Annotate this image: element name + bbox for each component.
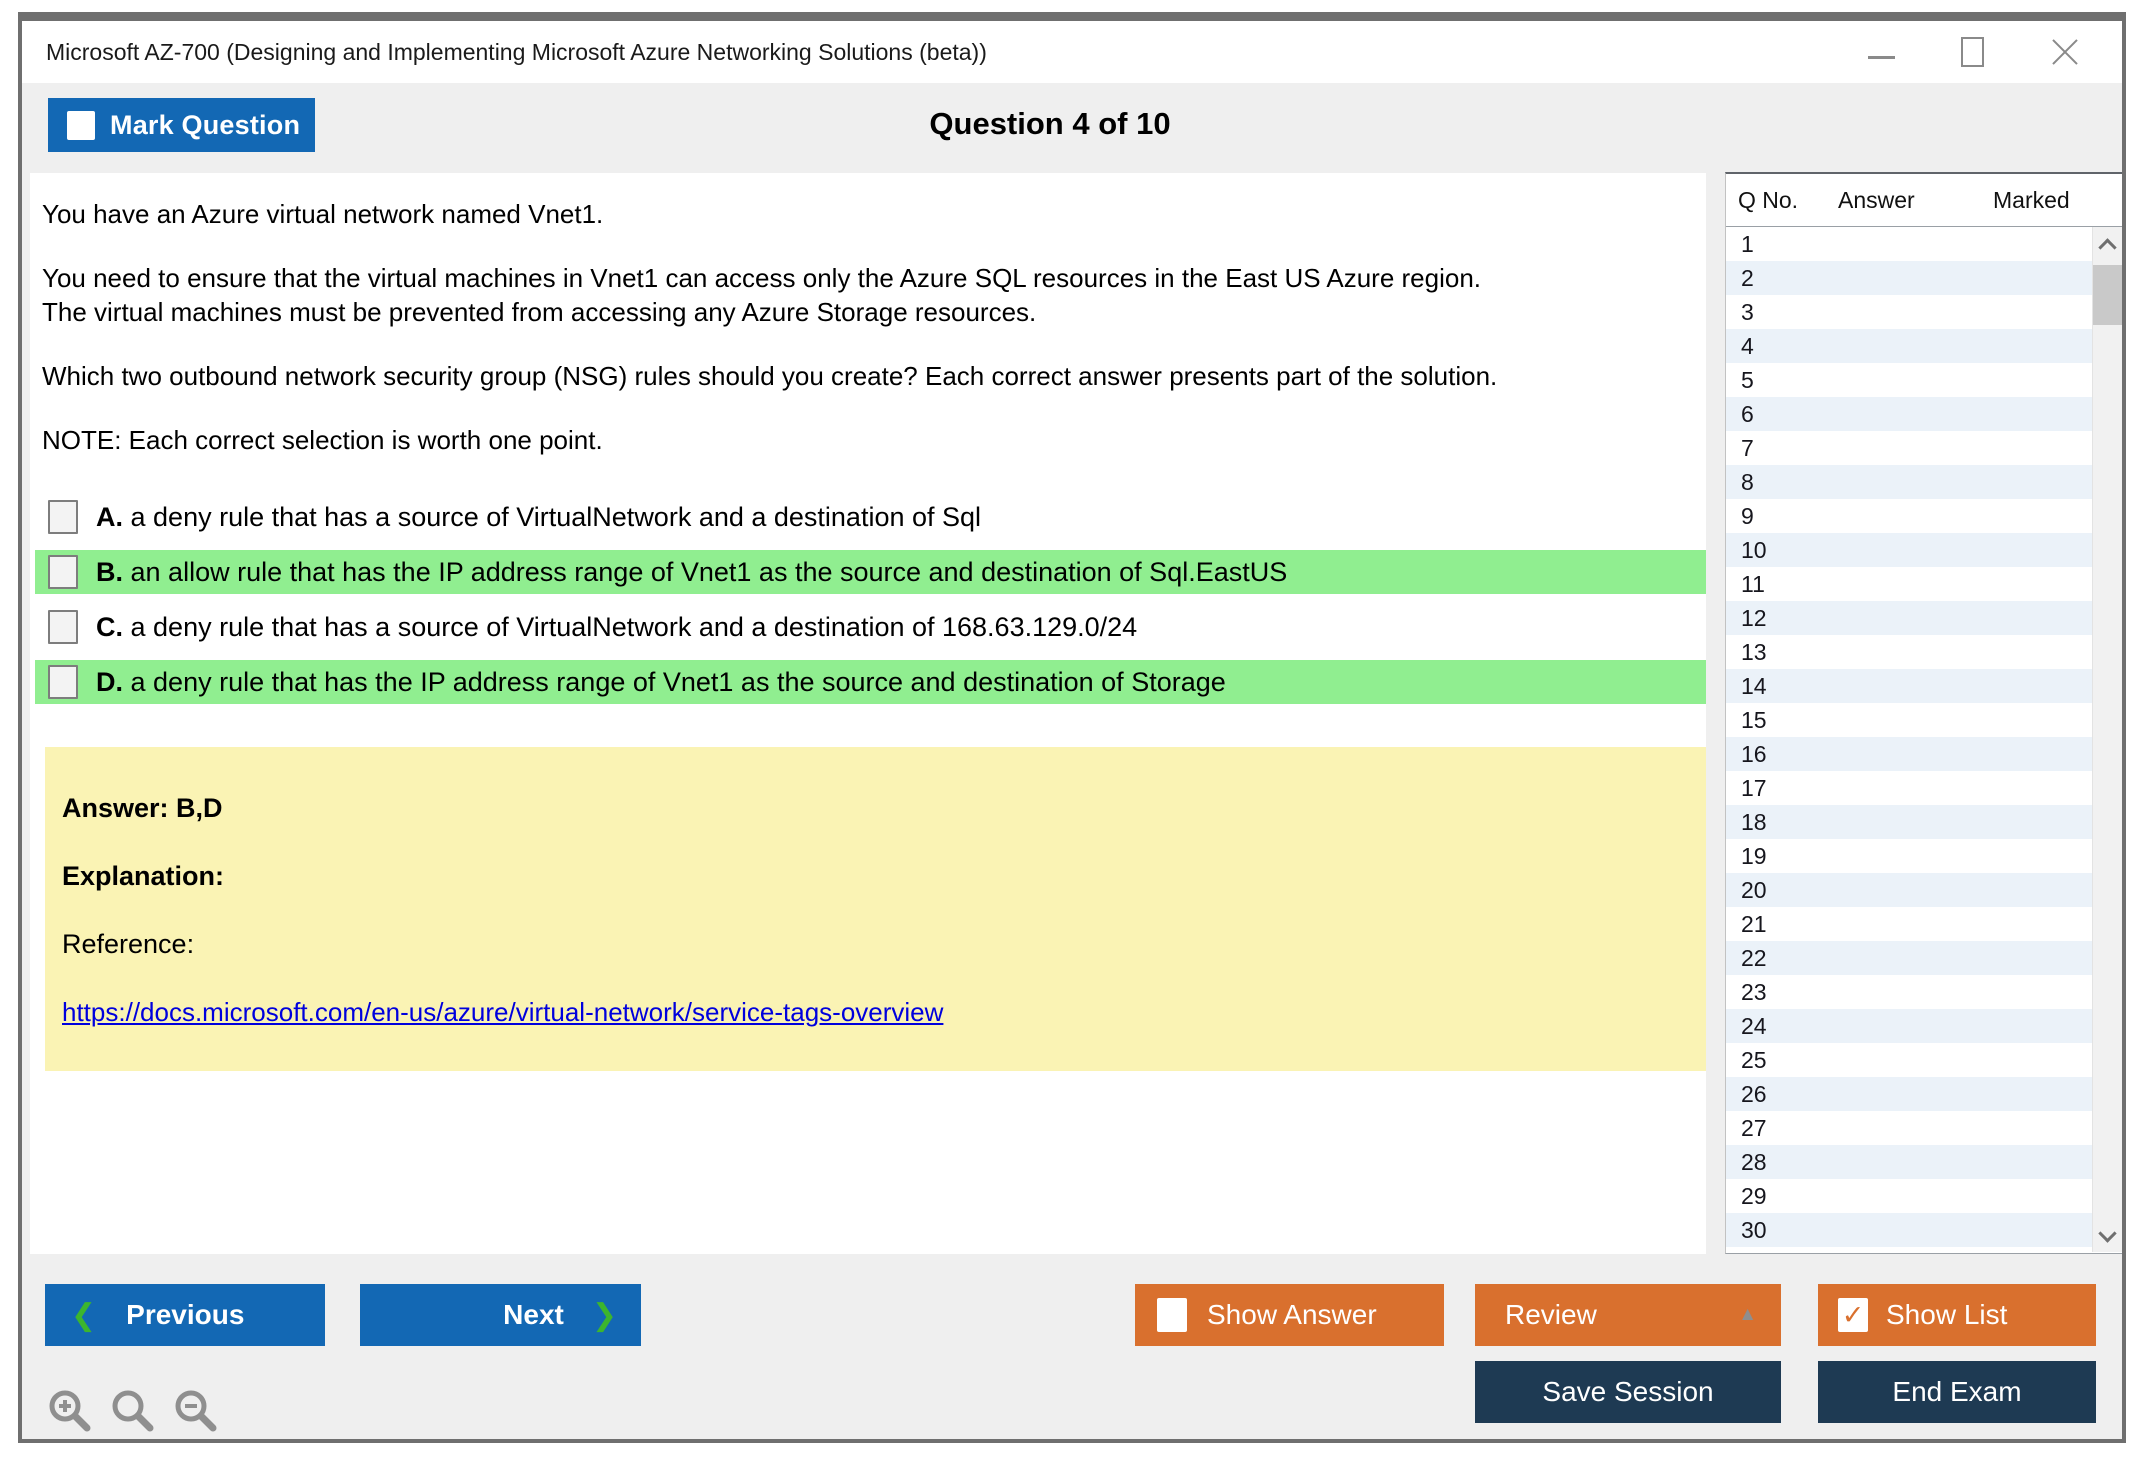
checkmark-icon: ✓ <box>1841 1299 1865 1330</box>
question-number: 4 <box>1741 332 1754 359</box>
option-b-checkbox[interactable] <box>48 555 78 589</box>
previous-button[interactable] <box>45 1284 325 1346</box>
question-number: 13 <box>1741 638 1767 665</box>
column-answer: Answer <box>1838 186 1915 213</box>
question-list-row[interactable] <box>1726 839 2092 873</box>
option-a[interactable] <box>35 495 1706 539</box>
question-list-row[interactable] <box>1726 907 2092 941</box>
zoom-out-icon[interactable] <box>172 1387 220 1435</box>
end-exam-label: End Exam <box>1892 1376 2022 1407</box>
option-c[interactable] <box>35 605 1706 649</box>
chevron-right-icon: ❯ <box>591 1298 617 1332</box>
question-list-row[interactable] <box>1726 1077 2092 1111</box>
question-number: 7 <box>1741 434 1754 461</box>
question-number: 10 <box>1741 536 1767 563</box>
question-list-row[interactable] <box>1726 465 2092 499</box>
question-list-header <box>1726 174 2122 227</box>
question-number: 28 <box>1741 1148 1767 1175</box>
question-list-row[interactable] <box>1726 975 2092 1009</box>
title-bar <box>22 21 2122 83</box>
question-text: The virtual machines must be prevented from accessing any Azure Storage resources. <box>42 297 1037 327</box>
window-controls <box>1868 21 2080 83</box>
show-answer-checkbox[interactable] <box>1157 1298 1187 1332</box>
question-number: 18 <box>1741 808 1767 835</box>
question-number: 20 <box>1741 876 1767 903</box>
options-list <box>30 495 1706 704</box>
app-window <box>18 12 2126 1443</box>
question-list-row[interactable] <box>1726 1145 2092 1179</box>
question-list-row[interactable] <box>1726 567 2092 601</box>
question-list-row[interactable] <box>1726 601 2092 635</box>
magnifier-icon[interactable] <box>109 1387 157 1435</box>
scroll-down-icon[interactable] <box>2098 1224 2116 1242</box>
question-list-row[interactable] <box>1726 363 2092 397</box>
question-number: 27 <box>1741 1114 1767 1141</box>
question-list-row[interactable] <box>1726 1043 2092 1077</box>
question-list-row[interactable] <box>1726 397 2092 431</box>
option-a-letter: A. <box>96 501 123 532</box>
next-label: Next <box>503 1299 564 1330</box>
answer-line: Answer: B,D <box>62 793 223 823</box>
question-number: 8 <box>1741 468 1754 495</box>
show-answer-button[interactable] <box>1135 1284 1444 1346</box>
reference-label: Reference: <box>62 929 195 959</box>
column-qno: Q No. <box>1738 186 1799 213</box>
question-list-row[interactable] <box>1726 533 2092 567</box>
question-number: 14 <box>1741 672 1767 699</box>
question-note: NOTE: Each correct selection is worth one point. <box>42 425 603 455</box>
triangle-up-icon: ▲ <box>1738 1304 1757 1325</box>
maximize-icon[interactable] <box>1961 37 1984 67</box>
option-d-text: a deny rule that has the IP address range of Vnet1 as the source and destination of Storage <box>130 666 1226 697</box>
question-list-row[interactable] <box>1726 431 2092 465</box>
question-number: 5 <box>1741 366 1754 393</box>
question-list-body <box>1726 227 2122 1252</box>
question-list-row[interactable] <box>1726 1111 2092 1145</box>
question-list-row[interactable] <box>1726 329 2092 363</box>
window-title: Microsoft AZ-700 (Designing and Implementing Microsoft Azure Networking Solutions (beta)) <box>46 38 987 65</box>
option-b-letter: B. <box>96 556 123 587</box>
column-marked: Marked <box>1993 186 2070 213</box>
question-list-row[interactable] <box>1726 1213 2092 1247</box>
show-list-label: Show List <box>1886 1299 2008 1330</box>
question-number: 22 <box>1741 944 1767 971</box>
mark-question-label: Mark Question <box>110 109 301 140</box>
next-button[interactable] <box>360 1284 641 1346</box>
end-exam-button[interactable] <box>1818 1361 2096 1423</box>
show-answer-label: Show Answer <box>1207 1299 1377 1330</box>
zoom-toolbar <box>46 1387 220 1435</box>
question-number: 15 <box>1741 706 1767 733</box>
question-number: 12 <box>1741 604 1767 631</box>
option-d[interactable] <box>35 660 1706 704</box>
close-icon[interactable] <box>2050 37 2080 67</box>
review-label: Review <box>1505 1299 1597 1330</box>
question-number: 25 <box>1741 1046 1767 1073</box>
review-button[interactable] <box>1475 1284 1781 1346</box>
question-list-row[interactable] <box>1726 261 2092 295</box>
question-number: 29 <box>1741 1182 1767 1209</box>
chevron-left-icon: ❮ <box>71 1298 97 1332</box>
question-number: 6 <box>1741 400 1754 427</box>
answer-box <box>45 747 1706 1071</box>
question-list-row[interactable] <box>1726 295 2092 329</box>
question-number: 1 <box>1741 230 1754 257</box>
question-list-row[interactable] <box>1726 873 2092 907</box>
option-c-text: a deny rule that has a source of VirtualNetwork and a destination of 168.63.129.0/24 <box>130 611 1138 642</box>
question-list-row[interactable] <box>1726 771 2092 805</box>
question-list-row[interactable] <box>1726 227 2092 261</box>
option-a-text: a deny rule that has a source of VirtualNetwork and a destination of Sql <box>130 501 982 532</box>
show-list-checkbox[interactable] <box>1838 1298 1868 1332</box>
question-panel <box>30 173 1706 1254</box>
question-list-rows <box>1726 227 2092 1252</box>
question-text: You need to ensure that the virtual machines in Vnet1 can access only the Azure SQL resources in the East US Azure region. <box>42 263 1482 293</box>
minimize-icon[interactable] <box>1868 56 1895 59</box>
question-number: 2 <box>1741 264 1754 291</box>
question-number: 23 <box>1741 978 1767 1005</box>
option-b-text: an allow rule that has the IP address range of Vnet1 as the source and destination of Sql.EastUS <box>130 556 1288 587</box>
option-b[interactable] <box>35 550 1706 594</box>
scroll-up-icon[interactable] <box>2098 238 2116 256</box>
scrollbar-thumb[interactable] <box>2093 265 2122 325</box>
reference-link[interactable]: https://docs.microsoft.com/en-us/azure/virtual-network/service-tags-overview <box>62 997 944 1027</box>
save-session-button[interactable] <box>1475 1361 1781 1423</box>
question-text: Which two outbound network security group (NSG) rules should you create? Each correct answer presents part of the solution. <box>42 361 1498 391</box>
save-session-label: Save Session <box>1542 1376 1714 1407</box>
question-list-scrollbar[interactable] <box>2092 227 2122 1252</box>
question-list-row[interactable] <box>1726 669 2092 703</box>
question-number: 30 <box>1741 1216 1767 1243</box>
question-list-row[interactable] <box>1726 941 2092 975</box>
question-list-row[interactable] <box>1726 1009 2092 1043</box>
question-number: 24 <box>1741 1012 1767 1039</box>
question-number: 21 <box>1741 910 1767 937</box>
question-list-row[interactable] <box>1726 1179 2092 1213</box>
show-list-button[interactable] <box>1818 1284 2096 1346</box>
question-number: 26 <box>1741 1080 1767 1107</box>
question-number: 16 <box>1741 740 1767 767</box>
question-number: 19 <box>1741 842 1767 869</box>
question-list-row[interactable] <box>1726 737 2092 771</box>
previous-label: Previous <box>126 1299 245 1330</box>
option-d-checkbox[interactable] <box>48 665 78 699</box>
question-text: You have an Azure virtual network named Vnet1. <box>42 199 604 229</box>
question-list-panel <box>1725 172 2122 1254</box>
question-number: 17 <box>1741 774 1767 801</box>
option-a-checkbox[interactable] <box>48 500 78 534</box>
question-list-row[interactable] <box>1726 499 2092 533</box>
question-number: 3 <box>1741 298 1754 325</box>
question-list-row[interactable] <box>1726 635 2092 669</box>
question-counter: Question 4 of 10 <box>929 106 1171 141</box>
option-c-checkbox[interactable] <box>48 610 78 644</box>
question-number: 9 <box>1741 502 1754 529</box>
explanation-label: Explanation: <box>62 861 225 891</box>
option-c-letter: C. <box>96 611 123 642</box>
question-list-row[interactable] <box>1726 805 2092 839</box>
question-number: 11 <box>1741 570 1765 597</box>
zoom-in-icon[interactable] <box>46 1387 94 1435</box>
question-list-row[interactable] <box>1726 703 2092 737</box>
option-d-letter: D. <box>96 666 123 697</box>
